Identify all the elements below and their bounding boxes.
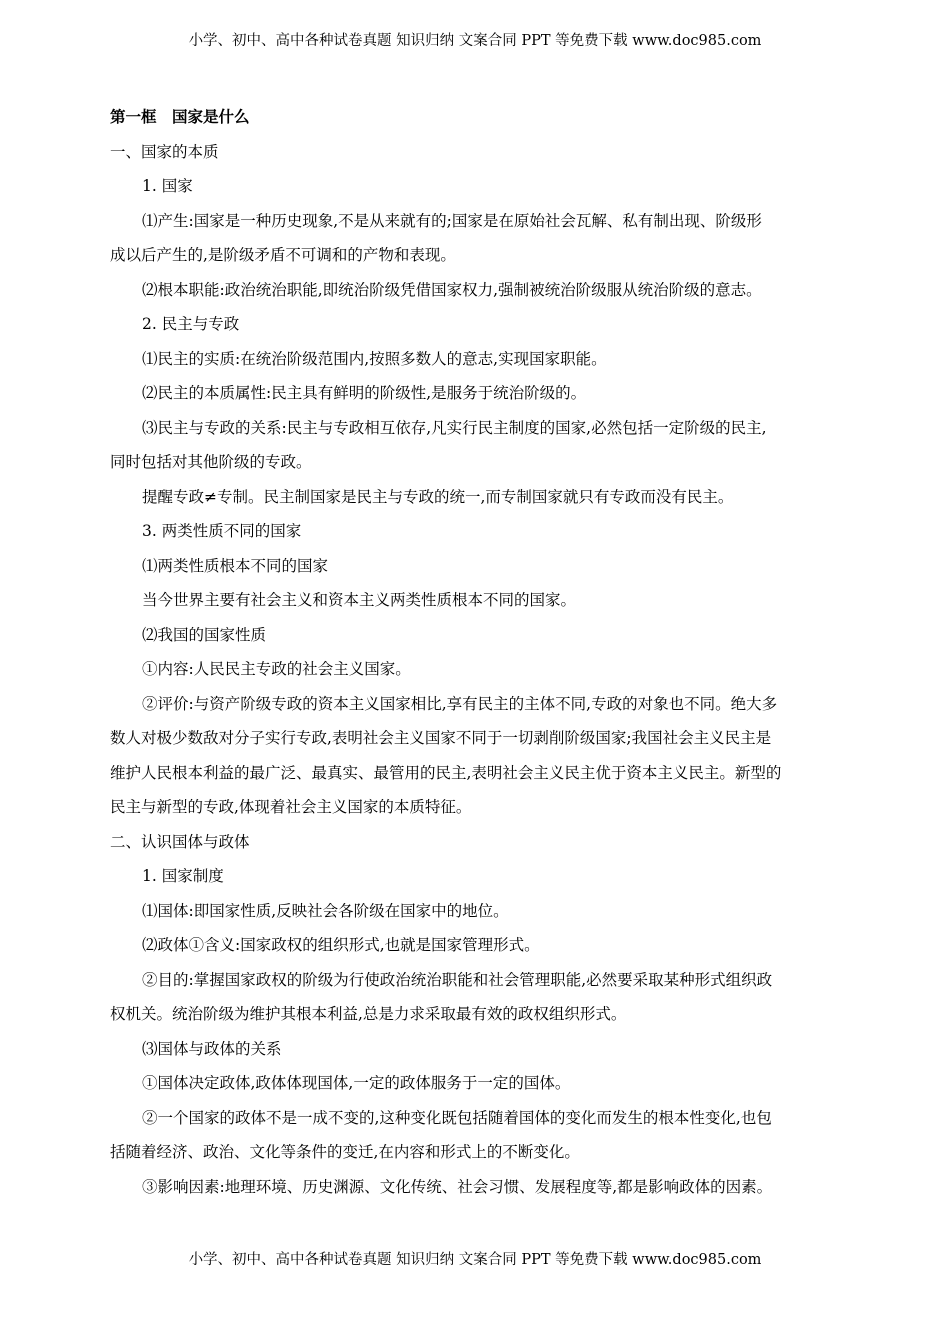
reminder-line: 提醒专政≠专制。民主制国家是民主与专政的统一,而专制国家就只有专政而没有民主。 bbox=[142, 487, 734, 506]
subheading: 3. 两类性质不同的国家 bbox=[142, 522, 302, 540]
heading-2: 二、认识国体与政体 bbox=[110, 832, 250, 851]
subheading: 2. 民主与专政 bbox=[142, 315, 240, 333]
heading-1: 一、国家的本质 bbox=[110, 142, 219, 161]
section-title: 第一框 国家是什么 bbox=[110, 107, 250, 126]
paragraph-line: ⑴国体:即国家性质,反映社会各阶级在国家中的地位。 bbox=[142, 901, 509, 920]
paragraph-line: ⑶民主与专政的关系:民主与专政相互依存,凡实行民主制度的国家,必然包括一定阶级的民主, bbox=[142, 418, 767, 437]
paragraph-line: ②一个国家的政体不是一成不变的,这种变化既包括随着国体的变化而发生的根本性变化,也包 bbox=[142, 1108, 772, 1127]
paragraph-line: 当今世界主要有社会主义和资本主义两类性质根本不同的国家。 bbox=[142, 591, 577, 609]
paragraph-line: ②评价:与资产阶级专政的资本主义国家相比,享有民主的主体不同,专政的对象也不同。绝大多 bbox=[142, 694, 778, 713]
paragraph-line: 括随着经济、政治、文化等条件的变迁,在内容和形式上的不断变化。 bbox=[110, 1143, 580, 1161]
paragraph-line: 同时包括对其他阶级的专政。 bbox=[110, 453, 312, 471]
paragraph-line: ⑵民主的本质属性:民主具有鲜明的阶级性,是服务于统治阶级的。 bbox=[142, 384, 587, 402]
paragraph-line: ②目的:掌握国家政权的阶级为行使政治统治职能和社会管理职能,必然要采取某种形式组织政 bbox=[142, 970, 773, 989]
paragraph-line: ③影响因素:地理环境、历史渊源、文化传统、社会习惯、发展程度等,都是影响政体的因素。 bbox=[142, 1177, 773, 1196]
subheading: 1. 国家 bbox=[142, 177, 193, 195]
paragraph-line: 维护人民根本利益的最广泛、最真实、最管用的民主,表明社会主义民主优于资本主义民主。新型的 bbox=[110, 763, 782, 782]
paragraph-line: ⑵我国的国家性质 bbox=[142, 625, 267, 644]
paragraph-line: 权机关。统治阶级为维护其根本利益,总是力求采取最有效的政权组织形式。 bbox=[110, 1005, 627, 1023]
paragraph-line: ①内容:人民民主专政的社会主义国家。 bbox=[142, 660, 411, 678]
page-header: 小学、初中、高中各种试卷真题 知识归纳 文案合同 PPT 等免费下载 www.doc985.com bbox=[188, 33, 762, 49]
paragraph-line: 成以后产生的,是阶级矛盾不可调和的产物和表现。 bbox=[110, 246, 456, 264]
subheading: 1. 国家制度 bbox=[142, 867, 224, 885]
paragraph-line: ⑵根本职能:政治统治职能,即统治阶级凭借国家权力,强制被统治阶级服从统治阶级的意志。 bbox=[142, 280, 762, 299]
page-footer: 小学、初中、高中各种试卷真题 知识归纳 文案合同 PPT 等免费下载 www.doc985.com bbox=[188, 1252, 762, 1268]
paragraph-line: 数人对极少数敌对分子实行专政,表明社会主义国家不同于一切剥削阶级国家;我国社会主义民主是 bbox=[110, 729, 772, 747]
paragraph-line: ①国体决定政体,政体体现国体,一定的政体服务于一定的国体。 bbox=[142, 1074, 571, 1092]
paragraph-line: ⑴产生:国家是一种历史现象,不是从来就有的;国家是在原始社会瓦解、私有制出现、阶级形 bbox=[142, 211, 762, 230]
paragraph-line: 民主与新型的专政,体现着社会主义国家的本质特征。 bbox=[110, 798, 472, 816]
paragraph-line: ⑶国体与政体的关系 bbox=[142, 1039, 282, 1058]
paragraph-line: ⑵政体①含义:国家政权的组织形式,也就是国家管理形式。 bbox=[142, 936, 540, 954]
document-body bbox=[110, 100, 842, 1204]
paragraph-line: ⑴两类性质根本不同的国家 bbox=[142, 556, 329, 575]
paragraph-line: ⑴民主的实质:在统治阶级范围内,按照多数人的意志,实现国家职能。 bbox=[142, 349, 607, 368]
